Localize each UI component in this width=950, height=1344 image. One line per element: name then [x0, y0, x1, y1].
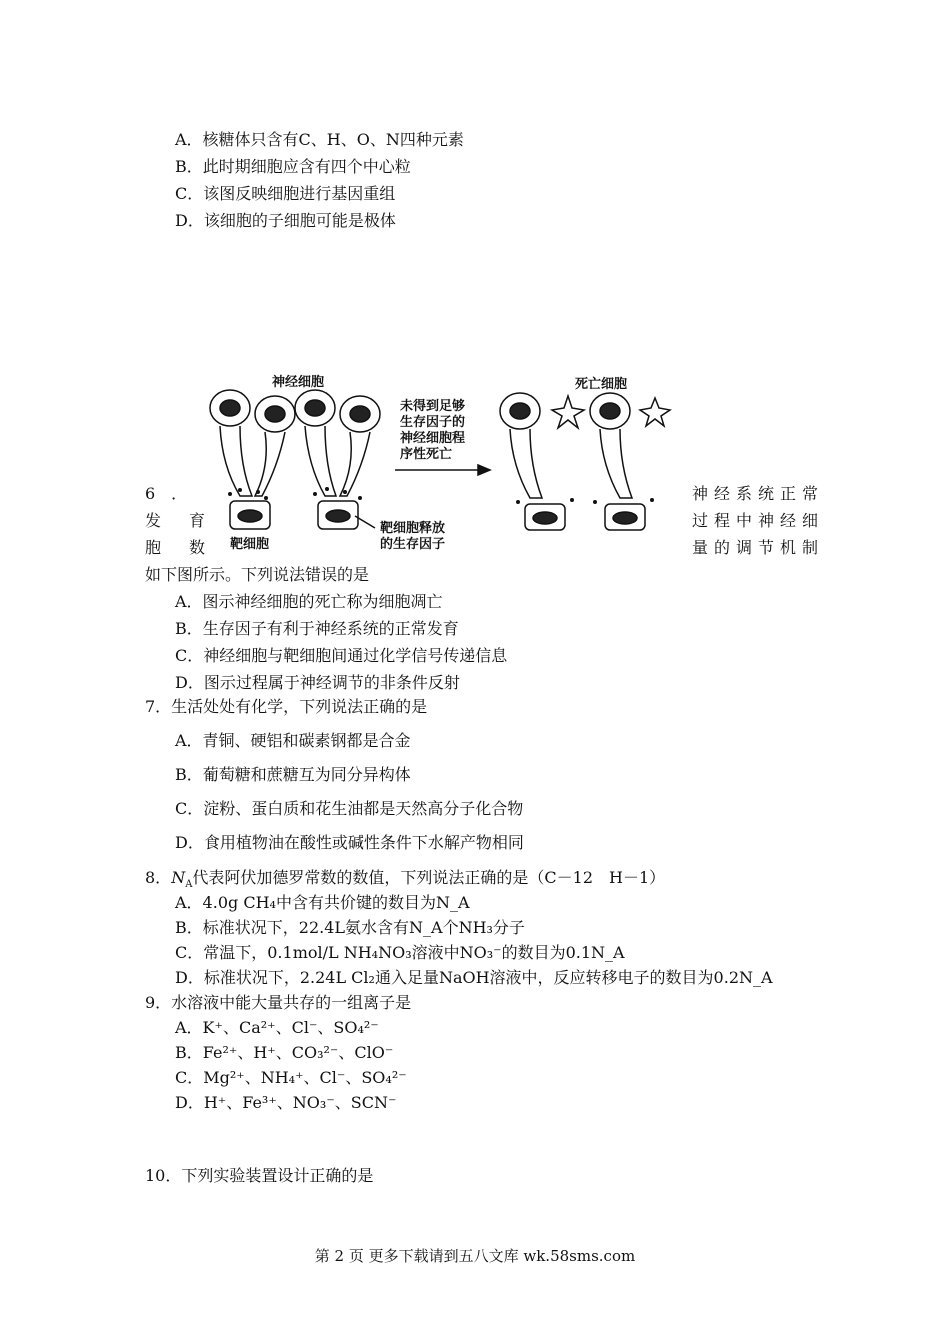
q7-option-c: C．淀粉、蛋白质和花生油都是天然高分子化合物	[175, 799, 524, 818]
q6-left-line-1: 发 育	[145, 511, 212, 530]
q8-option-d: D．标准状况下，2.24L Cl₂通入足量NaOH溶液中，反应转移电子的数目为0.2N_A	[175, 968, 773, 987]
q6-right-line-2: 过程中神经细	[692, 511, 825, 530]
label-target-cell: 靶细胞	[230, 537, 270, 552]
q6-number: 6 ．	[145, 484, 188, 503]
q8-option-a: A．4.0g CH₄中含有共价键的数目为N_A	[175, 893, 470, 912]
q5-option-c: C．该图反映细胞进行基因重组	[175, 184, 396, 203]
q10-stem: 10．下列实验装置设计正确的是	[145, 1166, 374, 1185]
q8-stem: 8．$N_A$代表阿伏加德罗常数的数值，下列说法正确的是（C－12 H－1）	[145, 868, 666, 891]
q6-option-d: D．图示过程属于神经调节的非条件反射	[175, 673, 460, 692]
q6-option-b: B．生存因子有利于神经系统的正常发育	[175, 619, 459, 638]
arrow-text-1: 未得到足够	[400, 399, 466, 414]
q6-right-line-3: 量的调节机制	[692, 538, 825, 557]
q8-option-b: B．标准状况下，22.4L氨水含有N_A个NH₃分子	[175, 918, 525, 937]
q6-right-line-1: 神经系统正常	[692, 484, 825, 503]
q7-option-d: D．食用植物油在酸性或碱性条件下水解产物相同	[175, 833, 524, 852]
neuron-apoptosis-diagram	[200, 366, 700, 556]
q9-option-b: B．Fe²⁺、H⁺、CO₃²⁻、ClO⁻	[175, 1043, 394, 1062]
q7-stem: 7．生活处处有化学，下列说法正确的是	[145, 697, 428, 716]
q6-option-c: C．神经细胞与靶细胞间通过化学信号传递信息	[175, 646, 508, 665]
arrow-text-3: 神经细胞程	[400, 431, 466, 446]
q9-option-d: D．H⁺、Fe³⁺、NO₃⁻、SCN⁻	[175, 1093, 397, 1112]
label-neuron: 神经细胞	[272, 375, 325, 390]
label-dead-cell: 死亡细胞	[575, 377, 628, 392]
q5-option-b: B．此时期细胞应含有四个中心粒	[175, 157, 411, 176]
q5-option-d: D．该细胞的子细胞可能是极体	[175, 211, 396, 230]
q6-stem-end: 如下图所示。下列说法错误的是	[145, 565, 370, 584]
q9-stem: 9．水溶液中能大量共存的一组离子是	[145, 993, 412, 1012]
label-release-2: 的生存因子	[380, 537, 446, 552]
q9-option-a: A．K⁺、Ca²⁺、Cl⁻、SO₄²⁻	[175, 1018, 379, 1037]
q7-option-b: B．葡萄糖和蔗糖互为同分异构体	[175, 765, 411, 784]
page-footer: 第 2 页 更多下载请到五八文库 wk.58sms.com	[314, 1247, 636, 1265]
q5-option-a: A．核糖体只含有C、H、O、N四种元素	[175, 130, 464, 149]
q7-option-a: A．青铜、硬铝和碳素钢都是合金	[175, 731, 411, 750]
q6-left-line-2: 胞 数	[145, 538, 212, 557]
arrow-text-2: 生存因子的	[400, 415, 466, 430]
arrow-text-4: 序性死亡	[400, 447, 453, 462]
q8-option-c: C．常温下，0.1mol/L NH₄NO₃溶液中NO₃⁻的数目为0.1N_A	[175, 943, 625, 962]
q6-option-a: A．图示神经细胞的死亡称为细胞凋亡	[175, 592, 443, 611]
label-release-1: 靶细胞释放	[380, 521, 446, 536]
q9-option-c: C．Mg²⁺、NH₄⁺、Cl⁻、SO₄²⁻	[175, 1068, 407, 1087]
